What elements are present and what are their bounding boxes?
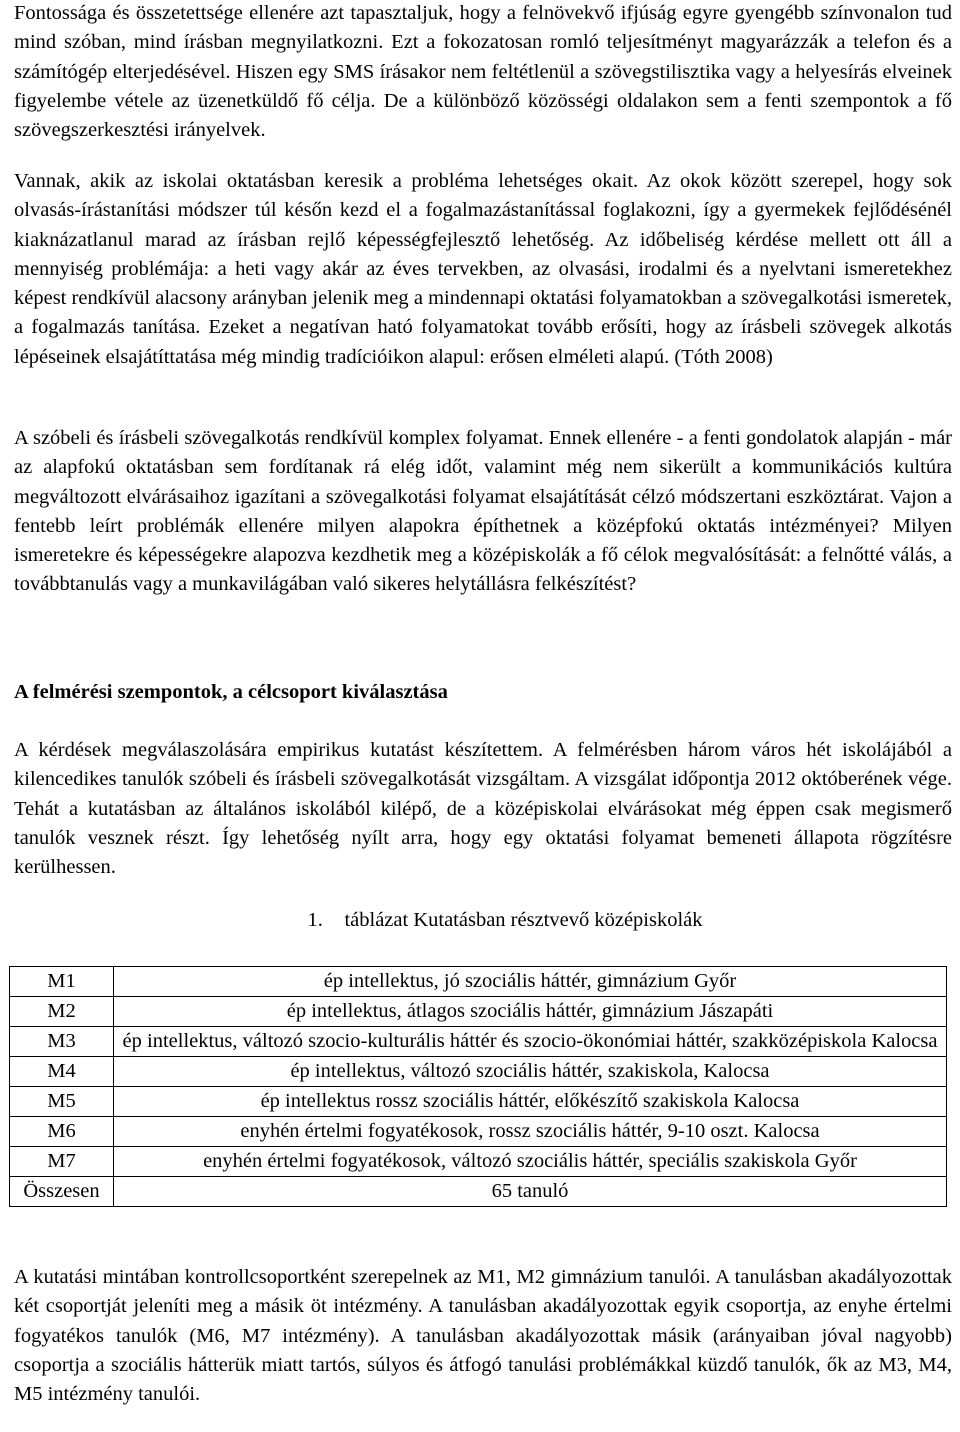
table-cell-code: M6 — [10, 1117, 114, 1147]
table-cell-desc: enyhén értelmi fogyatékosok, rossz szociális háttér, 9-10 oszt. Kalocsa — [114, 1117, 947, 1147]
table-caption-number: 1. — [307, 909, 323, 931]
paragraph-sample: A kutatási mintában kontrollcsoportként szerepelnek az M1, M2 gimnázium tanulói. A tanulásban akadályozottak két csoportját jeleníti meg a másik öt intézmény. A tanulásban akadályozottak egyik csoportja, az enyhe értelmi fogyatékos tanulók (M6, M7 intézmény). A tanulásban akadályozottak másik (arányaiban jóval nagyobb) csoportja a szociális hátterük miatt tartós, súlyos és átfogó tanulási problémákkal küzdő tanulók, ők az M3, M4, M5 intézmény tanulói. — [14, 1266, 952, 1406]
table-row-total — [10, 1177, 947, 1207]
table-caption-text: táblázat Kutatásban résztvevő középiskolák — [344, 909, 703, 931]
paragraph-intro: Fontossága és összetettsége ellenére azt tapasztaljuk, hogy a felnövekvő ifjúság egyre gyengébb színvonalon tud mind szóban, mind írásban megnyilatkozni. Ezt a fokozatosan romló teljesítményt magyarázzák a telefon és a számítógép elterjedésével. Hiszen egy SMS írásakor nem feltétlenül a szövegstilisztika vagy a helyesírás elveinek figyelembe vétele az üzenetküldő fő célja. De a különböző közösségi oldalakon sem a fenti szempontok a fő szövegszerkesztési irányelvek. — [14, 2, 952, 142]
table-row — [10, 967, 947, 997]
table-cell-desc: ép intellektus, változó szociális háttér, szakiskola, Kalocsa — [114, 1057, 947, 1087]
table-cell-desc: ép intellektus, átlagos szociális háttér, gimnázium Jászapáti — [114, 997, 947, 1027]
paragraph-method: A kérdések megválaszolására empirikus kutatást készítettem. A felmérésben három város hét iskolájából a kilencedikes tanulók szóbeli és írásbeli szövegalkotását vizsgáltam. A vizsgálat időpontja 2012 októberének vége. Tehát a kutatásban az általános iskolából kilépő, de a középiskolai elvárásokat még éppen csak megismerő tanulók vesznek részt. Így lehetőség nyílt arra, hogy egy oktatási folyamat bemeneti állapota rögzítésre kerülhessen. — [14, 739, 952, 879]
table-cell-code: M7 — [10, 1147, 114, 1177]
table-cell-code: M2 — [10, 997, 114, 1027]
table-cell-code: M1 — [10, 967, 114, 997]
paragraph-causes: Vannak, akik az iskolai oktatásban keresik a probléma lehetséges okait. Az okok között szerepel, hogy sok olvasás-írástanítási módszer túl későn kezd el a fogalmazástanítással foglakozni, így a gyermekek fejlődésénél kiaknázatlanul marad az írásban rejlő képességfejlesztő lehetőség. Az időbeliség kérdése mellett ott áll a mennyiség problémája: a heti vagy akár az éves tervekben, az olvasási, irodalmi és a nyelvtani ismeretekhez képest rendkívül alacsony arányban jelenik meg a mindennapi oktatási folyamatokban a szövegalkotási ismeretek, a fogalmazás tanítása. Ezeket a negatívan ható folyamatokat tovább erősíti, hogy az írásbeli szövegek alkotás lépéseinek elsajátíttatása még mindig tradícióikon alapul: erősen elméleti alapú. (Tóth 2008) — [14, 170, 952, 368]
table-row — [10, 1057, 947, 1087]
table-caption — [0, 906, 960, 935]
table-cell-desc: ép intellektus rossz szociális háttér, előkészítő szakiskola Kalocsa — [114, 1087, 947, 1117]
table-cell-code: Összesen — [10, 1177, 114, 1207]
paragraph-questions: A szóbeli és írásbeli szövegalkotás rendkívül komplex folyamat. Ennek ellenére - a fenti gondolatok alapján - már az alapfokú oktatásban sem fordítanak rá elég időt, valamint még nem sikerült a kommunikációs kultúra megváltozott elvárásaihoz igazítani a szövegalkotási folyamat elsajátítását célzó módszertani eszköztárat. Vajon a fentebb leírt problémák ellenére milyen alapokra építhetnek a középfokú oktatás intézményei? Milyen ismeretekre és képességekre alapozva kezdhetik meg a középiskolák a fő célok megvalósítását: a felnőtté válás, a továbbtanulás vagy a munkavilágában való sikeres helytállásra felkészítést? — [14, 427, 952, 596]
table-row — [10, 1117, 947, 1147]
table-cell-desc: enyhén értelmi fogyatékosok, változó szociális háttér, speciális szakiskola Győr — [114, 1147, 947, 1177]
table-row — [10, 997, 947, 1027]
table-row — [10, 1087, 947, 1117]
section-heading: A felmérési szempontok, a célcsoport kiválasztása — [14, 681, 448, 703]
table-cell-desc: ép intellektus, jó szociális háttér, gimnázium Győr — [114, 967, 947, 997]
table-cell-desc: ép intellektus, változó szocio-kulturális háttér és szocio-ökonómiai háttér, szakközépiskola Kalocsa — [114, 1027, 947, 1057]
schools-table — [9, 966, 947, 1207]
table-cell-desc: 65 tanuló — [114, 1177, 947, 1207]
table-row — [10, 1147, 947, 1177]
table-cell-code: M3 — [10, 1027, 114, 1057]
table-cell-code: M5 — [10, 1087, 114, 1117]
table-cell-code: M4 — [10, 1057, 114, 1087]
table-row — [10, 1027, 947, 1057]
